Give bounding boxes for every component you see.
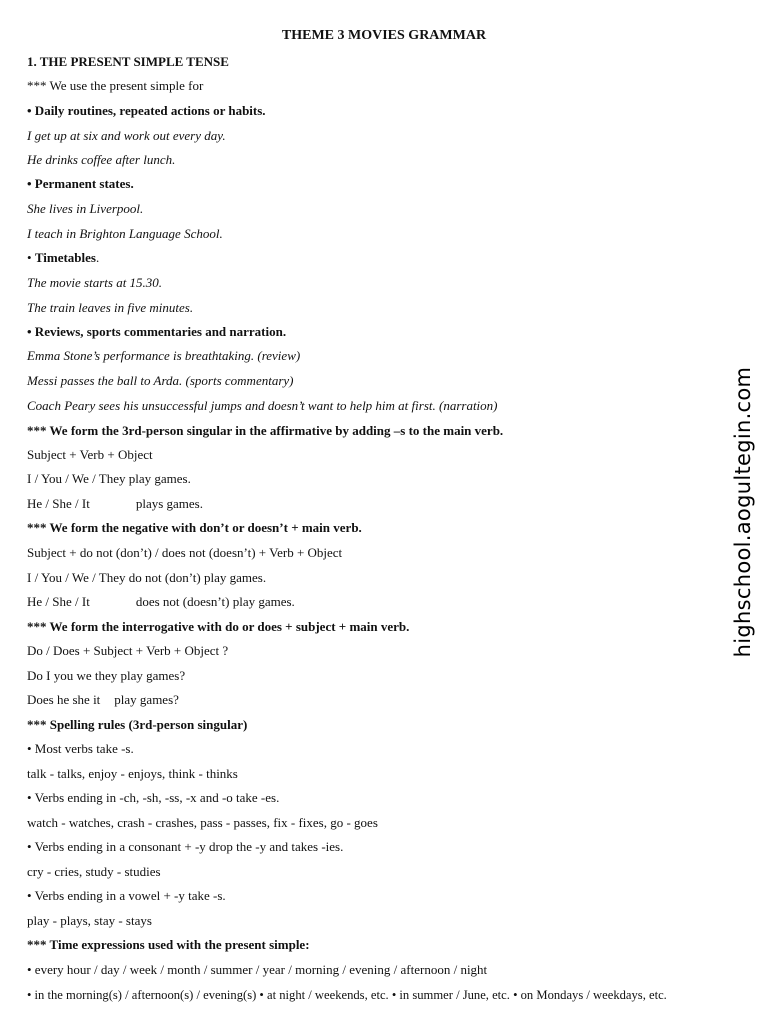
heading-period: . [95,250,100,265]
spelling-rule: • Verbs ending in -ch, -sh, -ss, -x and -o take -es. [27,790,280,805]
spelling-rule: • Most verbs take -s. [27,741,134,756]
interrogative-example: Do I you we they play games? [27,668,186,683]
subject-list: Does he she it [27,692,101,707]
interrogative-heading: *** We form the interrogative with do or does + subject + main verb. [27,619,410,634]
interrogative-example [27,692,179,708]
spelling-examples: talk - talks, enjoy - enjoys, think - thinks [27,766,238,781]
verb-phrase: does not (doesn’t) play games. [135,594,295,609]
affirmative-example [27,496,203,512]
time-expressions-heading: *** Time expressions used with the present simple: [27,937,310,952]
spelling-examples: cry - cries, study - studies [27,864,161,879]
verb-phrase: plays games. [135,496,203,511]
spelling-rule: • Verbs ending in a consonant + -y drop the -y and takes -ies. [27,839,344,854]
use-heading: • Daily routines, repeated actions or habits. [27,103,266,118]
example-sentence: She lives in Liverpool. [27,201,144,216]
example-sentence: Emma Stone’s performance is breathtaking. (review) [27,348,301,363]
interrogative-formula: Do / Does + Subject + Verb + Object ? [27,643,229,658]
affirmative-example: I / You / We / They play games. [27,471,191,486]
example-sentence: I teach in Brighton Language School. [27,226,223,241]
negative-example [27,594,295,610]
example-sentence: He drinks coffee after lunch. [27,152,176,167]
time-expressions-line: • in the morning(s) / afternoon(s) / evening(s) • at night / weekends, etc. • in summer / June, etc. • on Mondays / weekdays, etc. [27,988,667,1002]
affirmative-formula: Subject + Verb + Object [27,447,153,462]
example-sentence: Coach Peary sees his unsuccessful jumps and doesn’t want to help him at first. (narration) [27,398,498,413]
bullet: • [27,250,35,265]
use-heading [27,250,99,266]
negative-example: I / You / We / They do not (don’t) play games. [27,570,267,585]
subject-list: He / She / It [27,496,90,511]
example-sentence: Messi passes the ball to Arda. (sports commentary) [27,373,294,388]
time-expressions-line: • every hour / day / week / month / summer / year / morning / evening / afternoon / night [27,962,488,977]
use-heading: • Permanent states. [27,176,134,191]
example-sentence: I get up at six and work out every day. [27,128,226,143]
use-heading: • Reviews, sports commentaries and narration. [27,324,287,339]
intro-text: *** We use the present simple for [27,78,204,93]
spelling-heading: *** Spelling rules (3rd-person singular) [27,717,248,732]
document-title: THEME 3 MOVIES GRAMMAR [281,28,487,43]
example-sentence: The train leaves in five minutes. [27,300,194,315]
spelling-examples: watch - watches, crash - crashes, pass - passes, fix - fixes, go - goes [27,815,378,830]
website-watermark: highschool.aogultegin.com [731,366,755,658]
negative-formula: Subject + do not (don’t) / does not (doesn’t) + Verb + Object [27,545,343,560]
use-heading-text: Timetables [34,250,96,265]
verb-phrase: play games? [114,692,179,707]
example-sentence: The movie starts at 15.30. [27,275,163,290]
subject-list: He / She / It [27,594,90,609]
affirmative-heading: *** We form the 3rd-person singular in the affirmative by adding –s to the main verb. [27,423,504,438]
spelling-examples: play - plays, stay - stays [27,913,152,928]
spelling-rule: • Verbs ending in a vowel + -y take -s. [27,888,226,903]
section-heading: 1. THE PRESENT SIMPLE TENSE [27,54,229,69]
negative-heading: *** We form the negative with don’t or doesn’t + main verb. [27,520,362,535]
